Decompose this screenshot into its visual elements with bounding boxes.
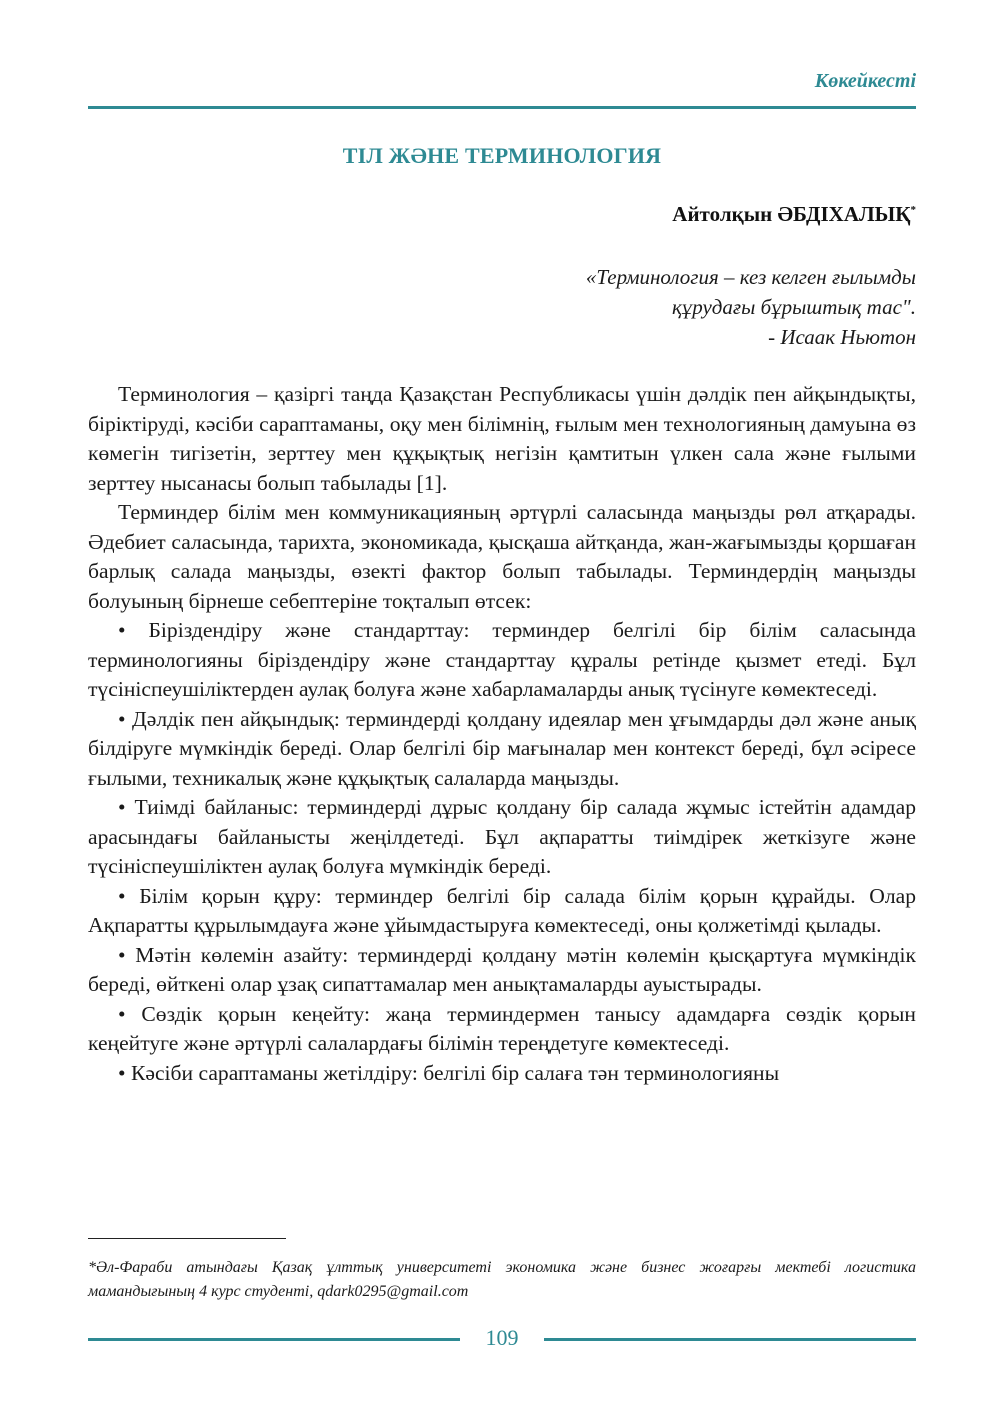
epigraph-attribution: - Исаак Ньютон xyxy=(768,325,916,349)
footnote: *Әл-Фараби атындағы Қазақ ұлттық университеті экономика және бизнес жоғарғы мектебі логистика мамандығының 4 курс студенті, qdark0295@gmail.com xyxy=(88,1259,916,1300)
article-author xyxy=(88,202,916,227)
bullet-paragraph: • Білім қорын құру: терминдер белгілі бір салада білім қорын құрайды. Олар Ақпаратты құрылымдауға және ұйымдастыруға көмектеседі, оны қолжетімді қылады. xyxy=(88,883,916,937)
bullet-paragraph: • Кәсіби сараптаманы жетілдіру: белгілі бір салаға тән терминологияны xyxy=(118,1060,780,1085)
footnote-divider xyxy=(88,1238,286,1239)
bullet-paragraph: • Біріздендіру және стандарттау: терминдер белгілі бір білім саласында терминологияны біріздендіру және стандарттау құралы ретінде қызмет етеді. Бұл түсініспеушіліктерден аулақ болуға және хабарламаларды анық түсінуге көмектеседі. xyxy=(88,618,916,701)
bullet-paragraph: • Дәлдік пен айқындық: терминдерді қолдану идеялар мен ұғымдарды дәл және анық білдіруге мүмкіндік береді. Олар белгілі бір мағыналар мен контекст береді, бұл әсіресе ғылыми, техникалық және құқықтық салаларда маңызды. xyxy=(88,706,916,790)
author-name: Айтолқын ӘБДІХАЛЫҚ xyxy=(672,202,911,226)
footer-divider-right xyxy=(544,1338,916,1341)
bullet-paragraph: • Мәтін көлемін азайту: терминдерді қолдану мәтін көлемін қысқартуға мүмкіндік береді, өйткені олар ұзақ сипаттамалар мен анықтамаларды ауыстырады. xyxy=(88,942,916,996)
footer-divider-left xyxy=(88,1338,460,1341)
bullet-paragraph: • Сөздік қорын кеңейту: жаңа терминдермен танысу адамдарға сөздік қорын кеңейтуге және әртүрлі салалардағы білімін тереңдетуге көмектеседі. xyxy=(88,1001,916,1055)
epigraph-line: «Терминология – кез келген ғылымды xyxy=(585,265,916,289)
bullet-paragraph: • Тиімді байланыс: терминдерді дұрыс қолдану бір салада жұмыс істейтін адамдар арасындағы байланысты жеңілдетеді. Бұл ақпаратты тиімдірек жеткізуге және түсініспеушіліктен аулақ болуға мүмкіндік береді. xyxy=(88,795,916,878)
body-paragraph: Терминдер білім мен коммуникацияның әртүрлі саласында маңызды рөл атқарады. Әдебиет саласында, тарихта, экономикада, қысқаша айтқанда, жан-жағымызды қоршаған барлық салада маңызды, өзекті фактор болып табылады. Терминдердің маңызды болуының бірнеше себептеріне тоқталып өтсек: xyxy=(88,500,916,613)
header-divider xyxy=(88,106,916,109)
page-number: 109 xyxy=(485,1325,519,1350)
epigraph-line: құрудағы бұрыштық тас". xyxy=(671,295,916,319)
running-header: Көкейкесті xyxy=(814,70,916,92)
epigraph xyxy=(88,262,916,352)
body-paragraph: Терминология – қазіргі таңда Қазақстан Республикасы үшін дәлдік пен айқындықты, біріктіруді, кәсіби сараптаманы, оқу мен білімнің, ғылым мен технологияның дамуына өз көмегін тигізетін, зерттеу мен құқықтық негізін қамтитын үлкен сала және ғылыми зерттеу нысанасы болып табылады [1]. xyxy=(88,382,916,495)
article-title: ТІЛ ЖӘНЕ ТЕРМИНОЛОГИЯ xyxy=(342,143,662,168)
author-footnote-mark: * xyxy=(910,204,916,216)
article-body xyxy=(88,380,916,1088)
